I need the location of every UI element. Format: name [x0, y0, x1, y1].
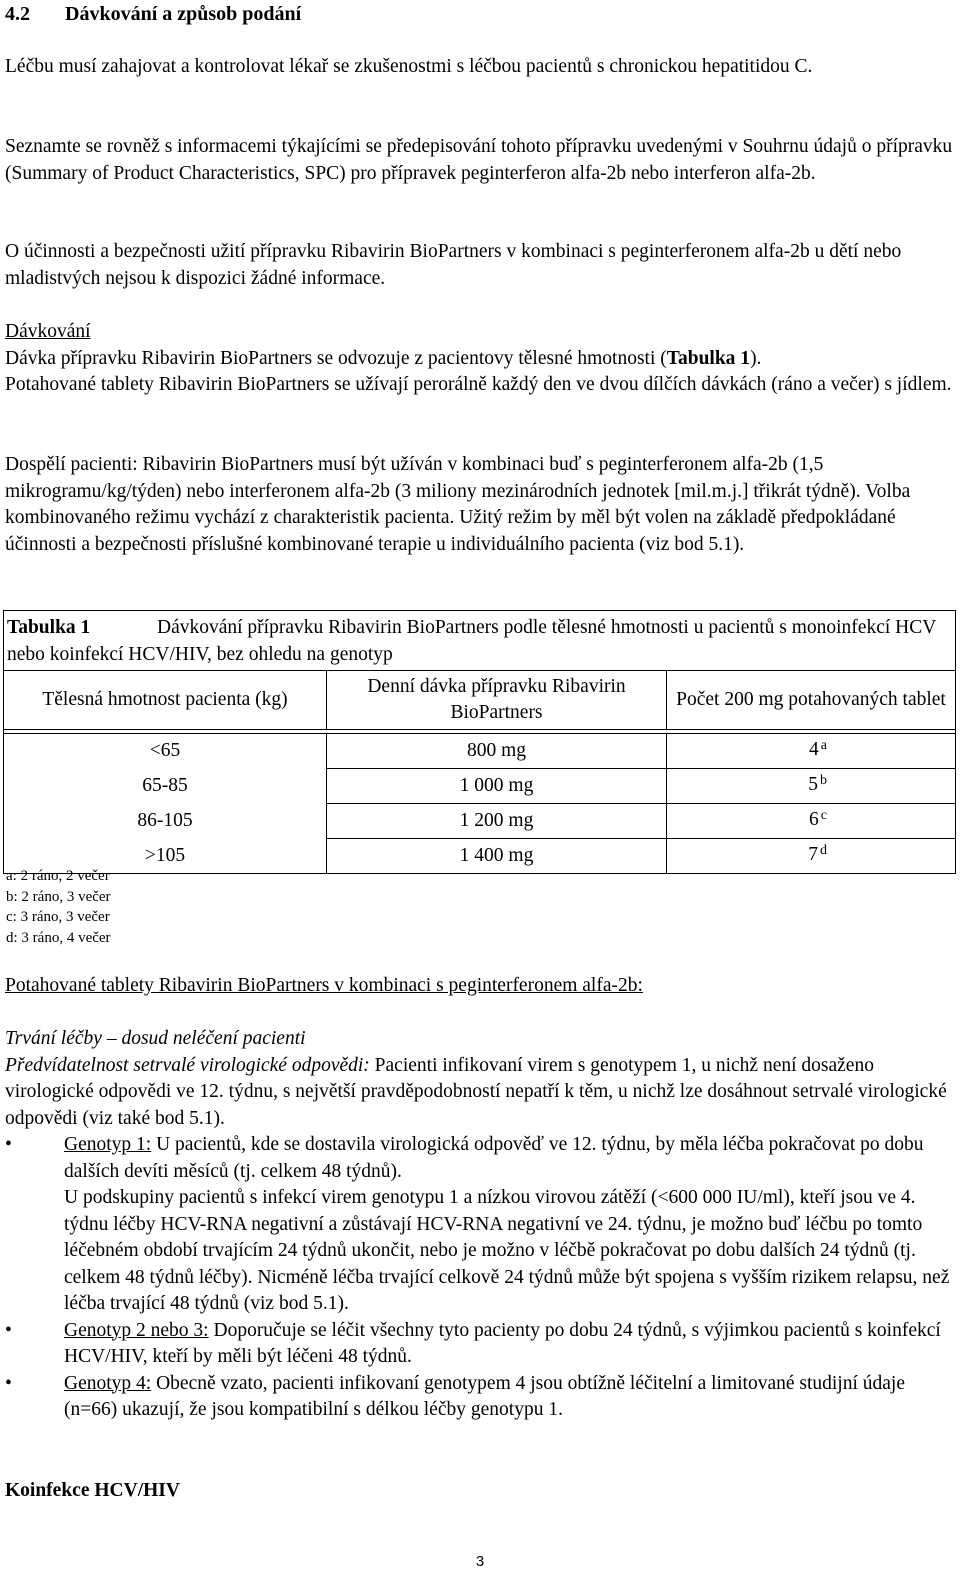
cell-tablets: 5 $^b$	[667, 769, 956, 804]
cell-weight: 65-85	[4, 769, 327, 804]
prediction-label: Předvídatelnost setrvalé virologické odpovědi:	[5, 1054, 370, 1076]
section-number: 4.2	[5, 3, 30, 25]
footnote: d: 3 ráno, 4 večer	[6, 929, 111, 946]
duration-heading: Trvání léčby – dosud neléčení pacienti	[5, 1028, 306, 1049]
table-header-tablets: Počet 200 mg potahovaných tablet	[667, 671, 956, 730]
intro-paragraph-1: Léčbu musí zahajovat a kontrolovat lékař se zkušenostmi s léčbou pacientů s chronickou hepatitidou C.	[5, 56, 813, 77]
footnote-mark: a	[820, 738, 827, 753]
intro-paragraph-3: O účinnosti a bezpečnosti užití přípravku Ribavirin BioPartners v kombinaci s peginterferonem alfa-2b u dětí nebo mladistvých nejsou k dispozici žádné informace.	[5, 241, 902, 289]
genotype-label: Genotyp 4:	[64, 1372, 152, 1394]
cell-weight: 86-105	[4, 804, 327, 839]
cell-weight: >105	[4, 839, 327, 874]
intro-paragraph-2: Seznamte se rovněž s informacemi týkajícími se předepisování tohoto přípravku uvedenými v Souhrnu údajů o přípravku (Summary of Product Characteristics, SPC) pro přípravek peginterferon alfa-2b nebo interferon alfa-2b.	[5, 136, 953, 184]
table-row	[4, 734, 956, 769]
genotype-list	[5, 1132, 955, 1424]
table-caption-text: Dávkování přípravku Ribavirin BioPartners podle tělesné hmotnosti u pacientů s monoinfekcí HCV nebo koinfekcí HCV/HIV, bez ohledu na genotyp	[7, 617, 936, 665]
table-row	[4, 839, 956, 874]
bullet-icon: •	[5, 1372, 12, 1394]
dosing-line-1: Dávka přípravku Ribavirin BioPartners se odvozuje z pacientovy tělesné hmotnosti (Tabulka 1).	[5, 347, 762, 369]
table-label: Tabulka 1	[7, 617, 91, 638]
footnote-mark: b	[820, 773, 827, 788]
duration-section	[5, 1026, 955, 1424]
table-header-dose: Denní dávka přípravku Ribavirin BioPartners	[327, 671, 667, 730]
genotype-label: Genotyp 2 nebo 3:	[64, 1319, 209, 1341]
cell-tablets: 4 $^a$	[667, 734, 956, 769]
combo-heading: Potahované tablety Ribavirin BioPartners v kombinaci s peginterferonem alfa-2b:	[5, 975, 643, 996]
table-caption	[4, 611, 956, 671]
dosing-line-2: Potahované tablety Ribavirin BioPartners se užívají perorálně každý den ve dvou dílčích dávkách (ráno a večer) s jídlem.	[5, 374, 952, 395]
list-item: • Genotyp 1: U pacientů, kde se dostavila virologická odpověď ve 12. týdnu, by měla léčba pokračovat po dobu dalších devíti měsíců (tj. celkem 48 týdnů). U podskupiny pacientů s infekcí virem genotypu 1 a nízkou virovou zátěží (<600 000 IU/ml), kteří jsou ve 4. týdnu léčby HCV-RNA negativní a zůstávají HCV-RNA negativní ve 24. týdnu, je možno buď léčbu po tomto léčebném období trvajícím 24 týdnů ukončit, nebo je možno v léčbě pokračovat po dobu dalších 24 týdnů (tj. celkem 48 týdnů léčby). Nicméně léčba trvající celkově 24 týdnů může být spojena s vyšším rizikem relapsu, než léčba trvající 48 týdnů (viz bod 5.1).	[5, 1132, 955, 1318]
list-item: • Genotyp 4: Obecně vzato, pacienti infikovaní genotypem 4 jsou obtížně léčitelní a limitované studijní údaje (n=66) ukazují, že jsou kompatibilní s délkou léčby genotypu 1.	[5, 1372, 905, 1420]
footnote: b: 2 ráno, 3 večer	[6, 888, 111, 905]
footnote: a: 2 ráno, 2 večer	[6, 868, 110, 884]
section-title: Dávkování a způsob podání	[65, 3, 302, 25]
section-heading	[5, 1, 955, 28]
table-header-weight: Tělesná hmotnost pacienta (kg)	[4, 671, 327, 730]
cell-tablets: 7 $^d$	[667, 839, 956, 874]
list-item: • Genotyp 2 nebo 3: Doporučuje se léčit všechny tyto pacienty po dobu 24 týdnů, s výjimkou pacientů s koinfekcí HCV/HIV, kteří by měli být léčeni 48 týdnů.	[5, 1319, 941, 1367]
dosing-section	[5, 319, 955, 399]
footnote: c: 3 ráno, 3 večer	[6, 909, 110, 925]
table-row	[4, 804, 956, 839]
cell-tablets: 6 $^c$	[667, 804, 956, 839]
genotype-subparagraph: U podskupiny pacientů s infekcí virem genotypu 1 a nízkou virovou zátěží (<600 000 IU/ml), kteří jsou ve 4. týdnu léčby HCV-RNA negativní a zůstávají HCV-RNA negativní ve 24. týdnu, je možno buď léčbu po tomto léčebném období trvajícím 24 týdnů ukončit, nebo je možno v léčbě pokračovat po dobu dalších 24 týdnů (tj. celkem 48 týdnů léčby). Nicméně léčba trvající celkově 24 týdnů může být spojena s vyšším rizikem relapsu, než léčba trvající 48 týdnů (viz bod 5.1).	[64, 1187, 950, 1314]
bullet-icon: •	[5, 1134, 12, 1155]
dosing-heading: Dávkování	[5, 321, 91, 342]
coinfection-heading: Koinfekce HCV/HIV	[5, 1480, 180, 1501]
prediction-paragraph: Předvídatelnost setrvalé virologické odpovědi: Pacienti infikovaní virem s genotypem 1, u nichž není dosaženo virologické odpovědi ve 12. týdnu, s největší pravděpodobností nepatří k těm, u nichž lze dosáhnout setrvalé virologické odpovědi (viz také bod 5.1).	[5, 1054, 947, 1129]
cell-dose: 1 200 mg	[327, 804, 667, 839]
bullet-icon: •	[5, 1319, 12, 1341]
table-reference: Tabulka 1	[666, 347, 751, 369]
dosing-table	[3, 610, 955, 874]
cell-dose: 1 400 mg	[327, 839, 667, 874]
table-footnotes	[6, 866, 111, 948]
footnote-mark: d	[820, 843, 827, 858]
footnote-mark: c	[820, 808, 827, 823]
genotype-label: Genotyp 1:	[64, 1134, 152, 1155]
adults-paragraph: Dospělí pacienti: Ribavirin BioPartners musí být užíván v kombinaci buď s peginterferonem alfa-2b (1,5 mikrogramu/kg/týden) nebo interferonem alfa-2b (3 miliony mezinárodních jednotek [mil.m.j.] třikrát týdně). Volba kombinovaného režimu vychází z charakteristik pacienta. Užitý režim by měl být volen na základě předpokládané účinnosti a bezpečnosti příslušné kombinované terapie u individuálního pacienta (viz bod 5.1).	[5, 454, 911, 555]
cell-weight: <65	[4, 734, 327, 769]
cell-dose: 1 000 mg	[327, 769, 667, 804]
page-number: 3	[475, 1553, 485, 1570]
table-row	[4, 769, 956, 804]
cell-dose: 800 mg	[327, 734, 667, 769]
